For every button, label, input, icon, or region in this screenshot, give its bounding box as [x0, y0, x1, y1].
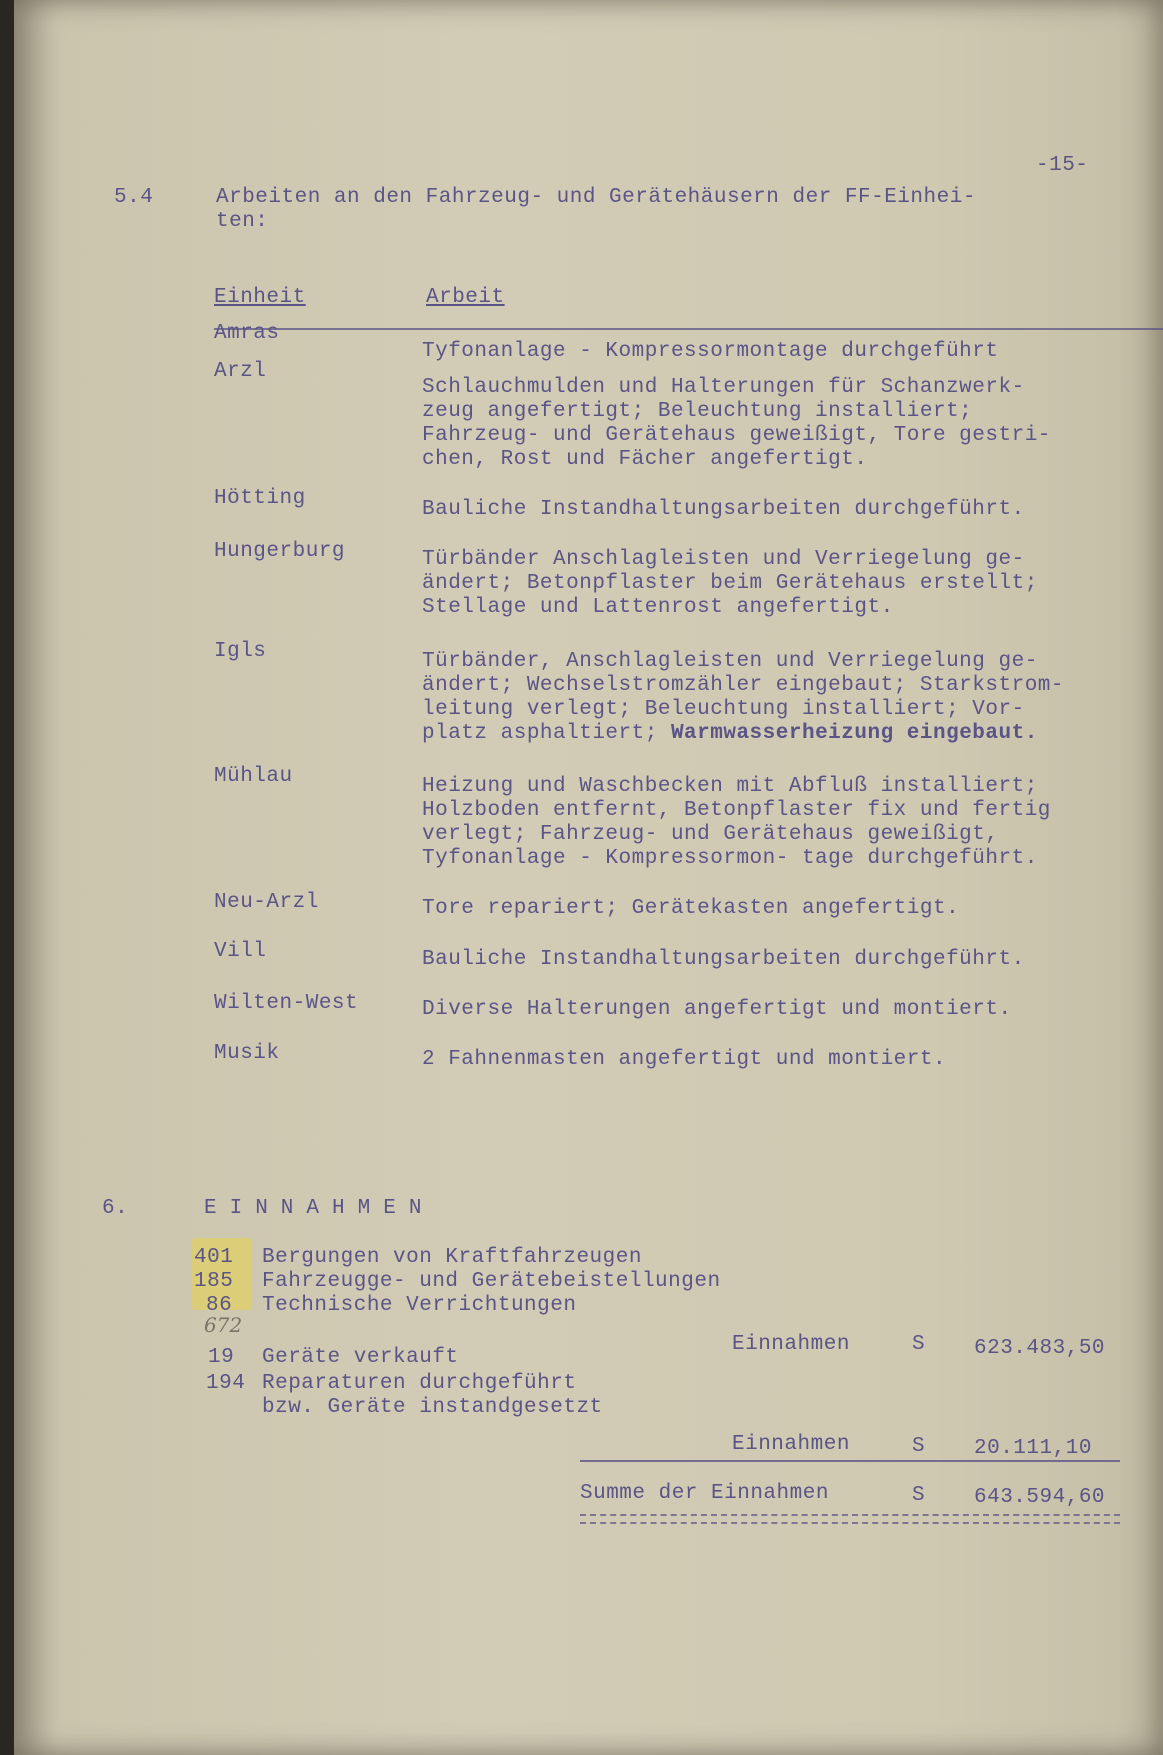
row-work: Tyfonanlage - Kompressormontage durchgeführt — [422, 340, 999, 363]
row-work: Türbänder, Anschlagleisten und Verriegelung ge- ändert; Wechselstromzähler eingebaut; Starkstrom- leitung verlegt; Beleuchtung installiert; Vor- platz asphaltiert; — [422, 650, 1065, 745]
row-unit: Mühlau — [214, 765, 293, 788]
row-unit: Neu-Arzl — [214, 891, 319, 914]
document-page — [14, 0, 1163, 1755]
subtotal-2-value: 20.111,10 — [974, 1437, 1092, 1460]
subtotal-rule — [580, 1460, 1120, 1462]
subtotal-1-currency: S — [912, 1333, 926, 1356]
row-work: Tore repariert; Gerätekasten angefertigt. — [422, 897, 960, 920]
sum-label: Summe der Einnahmen — [580, 1482, 829, 1505]
sum-double-rule — [580, 1514, 1120, 1524]
row-unit: Arzl — [214, 360, 267, 383]
income-count: 194 — [206, 1372, 246, 1395]
row-work: 2 Fahnenmasten angefertigt und montiert. — [422, 1048, 947, 1071]
income-desc: Geräte verkauft — [262, 1346, 459, 1369]
row-unit: Amras — [214, 322, 280, 345]
column-header-unit: Einheit — [214, 286, 306, 309]
income-desc: Fahrzeugge- und Gerätebeistellungen — [262, 1270, 721, 1293]
row-unit: Wilten-West — [214, 992, 359, 1015]
income-count: 19 — [208, 1346, 235, 1369]
page-number: -15- — [1036, 154, 1089, 177]
row-unit: Vill — [214, 940, 267, 963]
sum-currency: S — [912, 1484, 926, 1507]
income-count: 401 — [194, 1246, 234, 1269]
row-work: Schlauchmulden und Halterungen für Schanzwerk- zeug angefertigt; Beleuchtung installiert; Fahrzeug- und Gerätehaus geweißigt, Tore gestri- chen, Rost und Fächer angefertigt. — [422, 376, 1051, 471]
section-5-4-title: Arbeiten an den Fahrzeug- und Gerätehäusern der FF-Einhei- ten: — [216, 186, 976, 233]
row-work: Diverse Halterungen angefertigt und montiert. — [422, 998, 1012, 1021]
row-unit: Igls — [214, 640, 267, 663]
subtotal-2-label: Einnahmen — [732, 1433, 850, 1456]
row-work-block — [422, 650, 1064, 746]
row-work-bold: Warmwasserheizung eingebaut. — [657, 722, 1038, 745]
subtotal-2-currency: S — [912, 1435, 926, 1458]
subtotal-1-label: Einnahmen — [732, 1333, 850, 1356]
income-desc: Bergungen von Kraftfahrzeugen — [262, 1246, 642, 1269]
row-work: Bauliche Instandhaltungsarbeiten durchgeführt. — [422, 498, 1025, 521]
header-rule — [214, 328, 1163, 330]
income-count: 86 — [206, 1294, 233, 1317]
section-6-title: EINNAHMEN — [204, 1197, 435, 1220]
section-6-number: 6. — [102, 1197, 129, 1220]
income-count: 185 — [194, 1270, 234, 1293]
section-5-4-number: 5.4 — [114, 186, 154, 209]
column-header-work: Arbeit — [426, 286, 505, 309]
row-work: Türbänder Anschlagleisten und Verriegelung ge- ändert; Betonpflaster beim Gerätehaus erstellt; Stellage und Lattenrost angefertigt. — [422, 548, 1038, 619]
row-unit: Hötting — [214, 487, 306, 510]
row-unit: Hungerburg — [214, 540, 346, 563]
subtotal-1-value: 623.483,50 — [974, 1337, 1106, 1360]
row-work: Heizung und Waschbecken mit Abfluß installiert; Holzboden entfernt, Betonpflaster fix und fertig verlegt; Fahrzeug- und Gerätehaus geweißigt, Tyfonanlage - Kompressormon- tage durchgeführt. — [422, 775, 1051, 870]
sum-value: 643.594,60 — [974, 1486, 1106, 1509]
row-work: Bauliche Instandhaltungsarbeiten durchgeführt. — [422, 948, 1025, 971]
income-desc: Technische Verrichtungen — [262, 1294, 577, 1317]
income-desc: Reparaturen durchgeführt bzw. Geräte instandgesetzt — [262, 1372, 603, 1419]
pencil-note: 672 — [204, 1313, 243, 1337]
row-unit: Musik — [214, 1042, 280, 1065]
